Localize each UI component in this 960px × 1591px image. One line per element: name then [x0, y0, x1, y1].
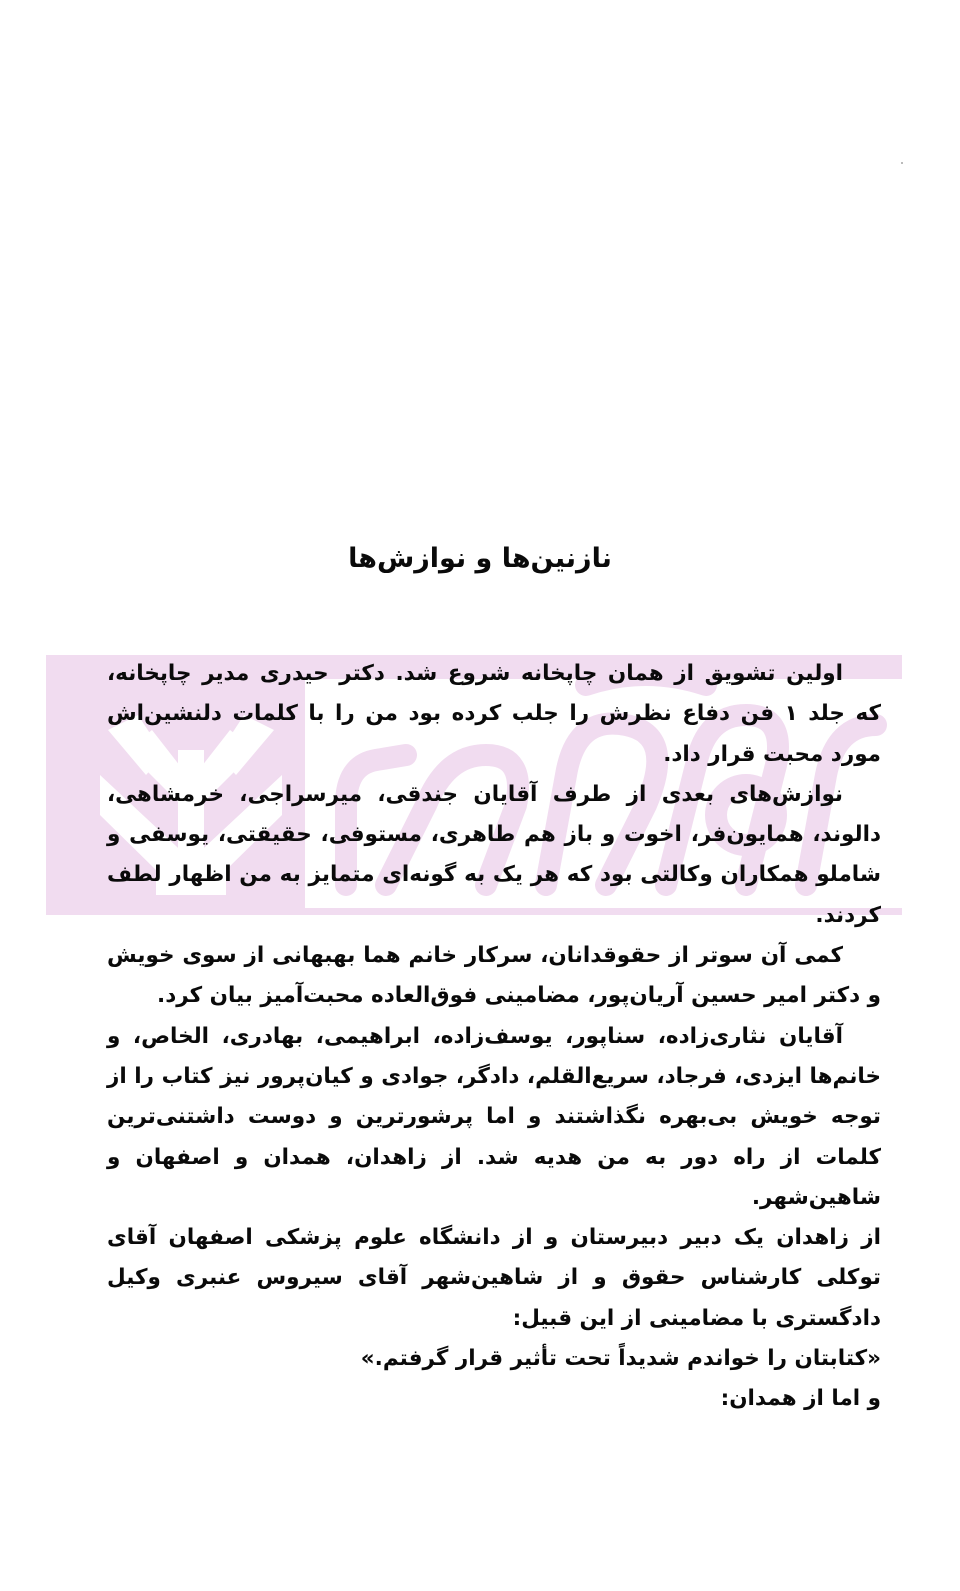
paragraph-7: و اما از همدان:	[720, 1386, 881, 1412]
paragraph-5: از زاهدان یک دبیر دبیرستان و از دانشگاه علوم پزشکی اصفهان آقای توکلی کارشناس حقوق و از شاهین‌شهر آقای سیروس عنبری وکیل دادگستری با مضامینی از این قبیل:	[107, 1225, 881, 1331]
chapter-body	[107, 654, 881, 1420]
scan-speck	[901, 162, 903, 164]
paragraph-2: نوازش‌های بعدی از طرف آقایان جندقی، میرسراجی، خرمشاهی، دالوند، همایون‌فر، اخوت و باز هم طاهری، مستوفی، حقیقتی، یوسفی و شاملو همکاران وکالتی بود که هر یک به گونه‌ای متمایز به من اظهار لطف کردند.	[107, 781, 881, 928]
paragraph-1: اولین تشویق از همان چاپخانه شروع شد. دکتر حیدری مدیر چاپخانه، که جلد ۱ فن دفاع نظرش را جلب کرده بود من را با کلمات دلنشین‌اش مورد محبت قرار داد.	[107, 661, 882, 767]
chapter-title: نازنین‌ها و نوازش‌ها	[348, 543, 612, 574]
paragraph-3: کمی آن سوتر از حقوقدانان، سرکار خانم هما بهبهانی از سوی خویش و دکتر امیر حسین آریان‌پور، مضامینی فوق‌العاده محبت‌آمیز بیان کرد.	[107, 943, 881, 1009]
quote-line: «کتابتان را خواندم شدیداً تحت تأثیر قرار گرفتم.»	[360, 1346, 881, 1372]
paragraph-4: آقایان نثاری‌زاده، سناپور، یوسف‌زاده، ابراهیمی، بهادری، الخاص، و خانم‌ها ایزدی، فرجاد، سریع‌القلم، دادگر، جوادی و کیان‌پرور نیز کتاب را از توجه خویش بی‌بهره نگذاشتند و اما پرشورترین و دوست داشتنی‌ترین کلمات از راه دور به من هدیه شد. از زاهدان، همدان و اصفهان و شاهین‌شهر.	[107, 1023, 881, 1210]
